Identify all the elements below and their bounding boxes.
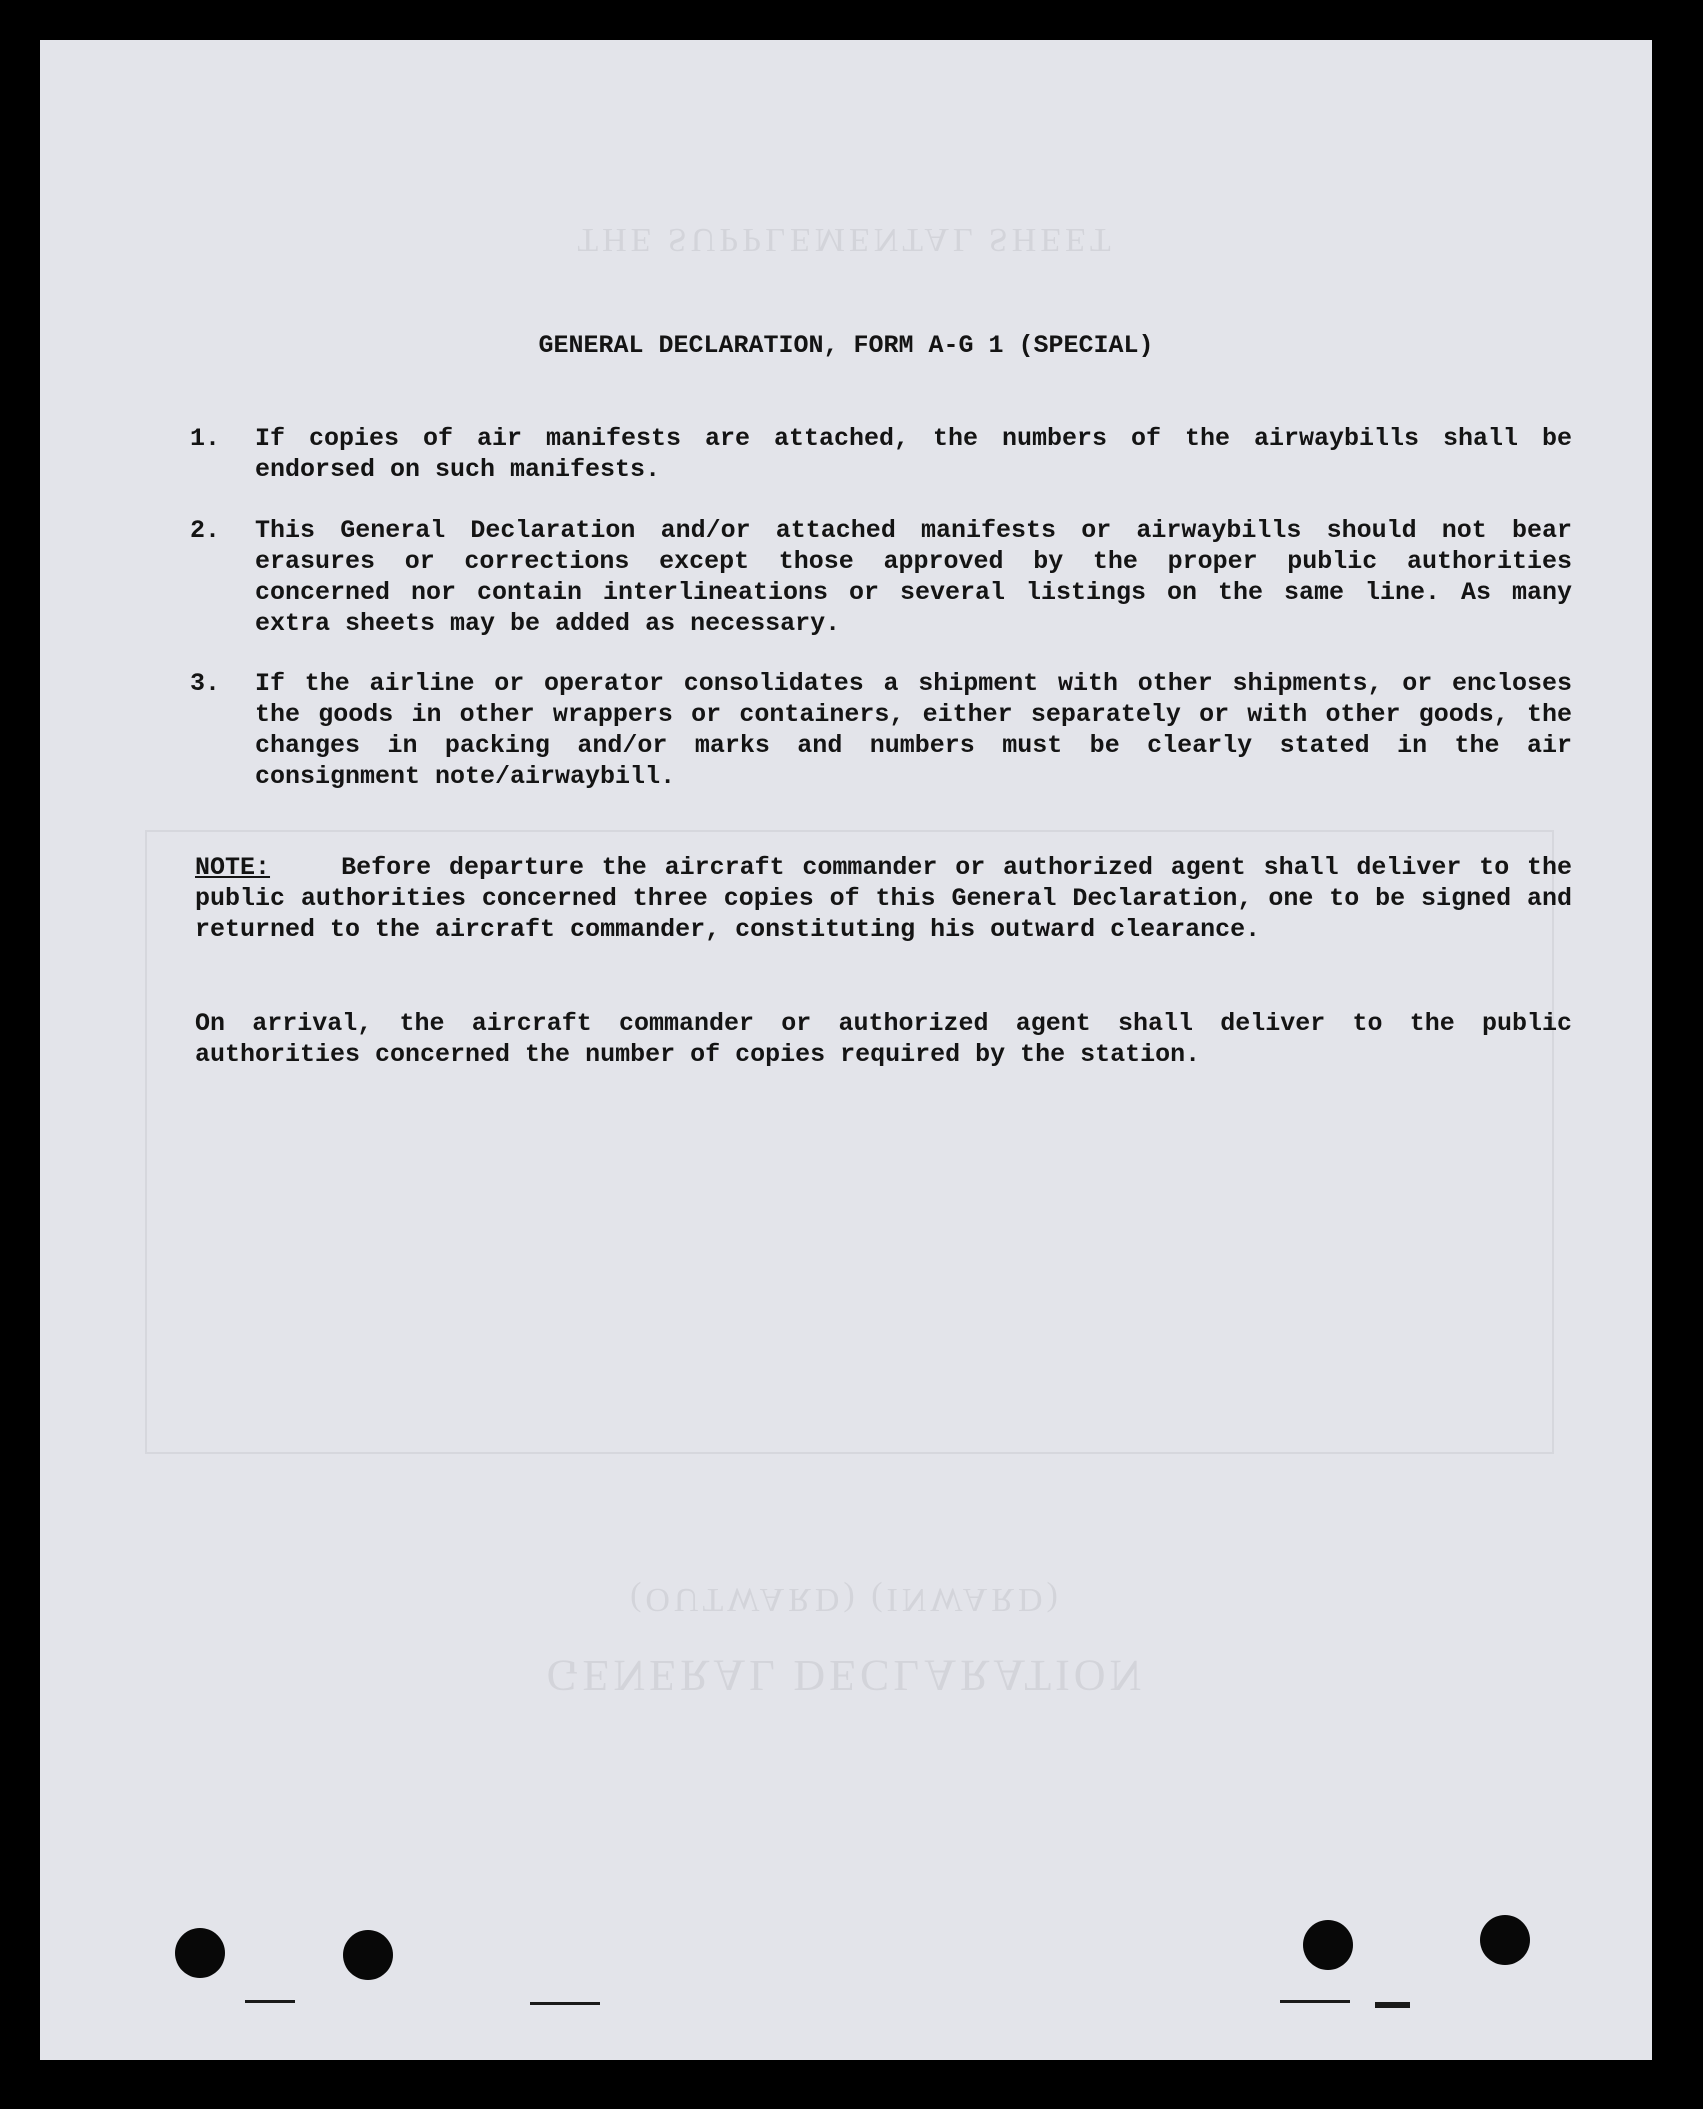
scan-mark [1280, 2000, 1350, 2003]
note-text: Before departure the aircraft commander or authorized agent shall deliver to the public authorities concerned three copies of this General Declaration, one to be signed and returned to the aircraft commander, constituting his outward clearance. [195, 853, 1572, 944]
scan-mark [530, 2002, 600, 2005]
note-label: NOTE: [195, 853, 271, 882]
bleed-through-text: GENERAL DECLARATION [546, 1651, 1146, 1700]
note-paragraph [195, 852, 1572, 945]
scan-mark [1375, 2002, 1410, 2008]
arrival-paragraph: On arrival, the aircraft commander or authorized agent shall deliver to the public authorities concerned the number of copies required by the station. [195, 1009, 1572, 1069]
item-number: 3. [190, 669, 221, 698]
punch-hole [1303, 1920, 1353, 1970]
item-text: This General Declaration and/or attached manifests or airwaybills should not bear erasures or corrections except those approved by the proper public authorities concerned nor contain interlineations or several listings on the same line. As many extra sheets may be added as necessary. [255, 516, 1572, 638]
instruction-item [190, 423, 1572, 485]
punch-hole [1480, 1915, 1530, 1965]
punch-hole [343, 1930, 393, 1980]
item-number: 2. [190, 516, 221, 545]
scan-mark [245, 2000, 295, 2003]
bleed-through-text: (OUTWARD) (INWARD) [630, 1581, 1062, 1618]
item-text: If the airline or operator consolidates a shipment with other shipments, or encloses the goods in other wrappers or containers, either separately or with other goods, the changes in packing and/or marks and numbers must be clearly stated in the air consignment note/airwaybill. [255, 669, 1572, 791]
document-title: GENERAL DECLARATION, FORM A-G 1 (SPECIAL) [538, 331, 1154, 360]
document-page [40, 40, 1652, 2060]
instruction-item [190, 515, 1572, 639]
instruction-item [190, 668, 1572, 792]
item-number: 1. [190, 424, 221, 453]
punch-hole [175, 1928, 225, 1978]
bleed-through-text: THE SUPPLEMENTAL SHEET [577, 221, 1115, 258]
item-text: If copies of air manifests are attached, the numbers of the airwaybills shall be endorsed on such manifests. [255, 424, 1572, 484]
